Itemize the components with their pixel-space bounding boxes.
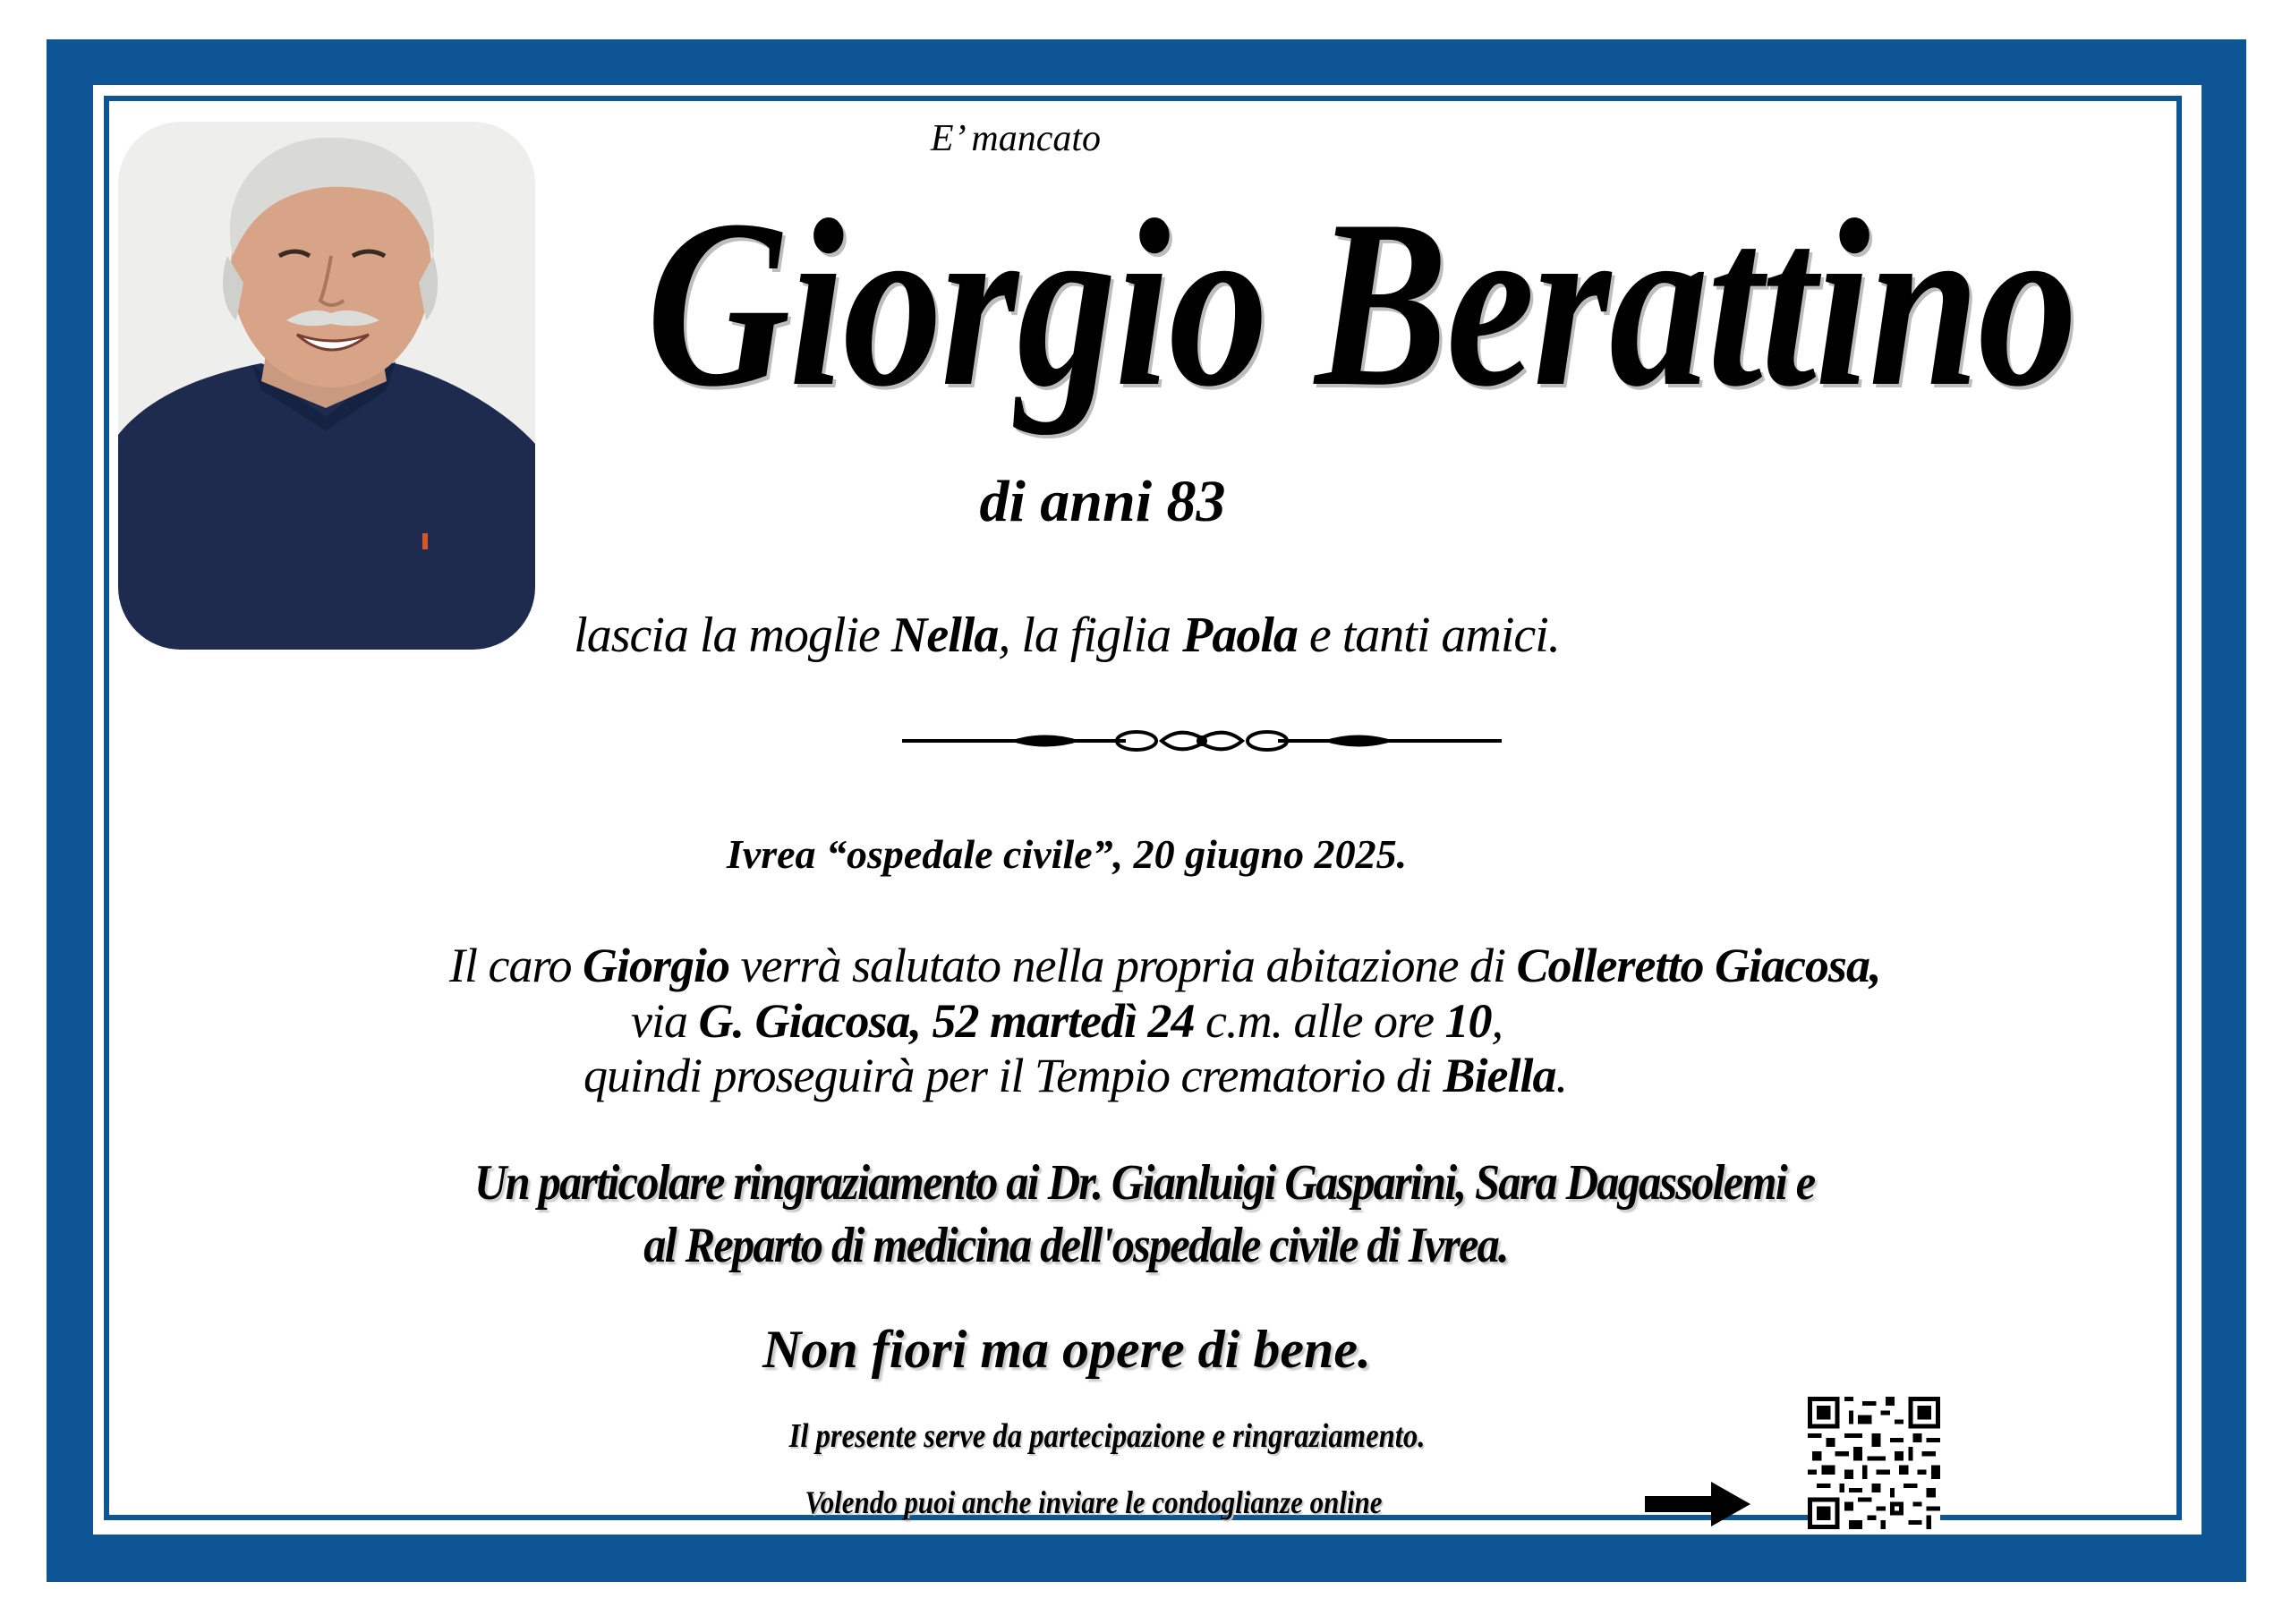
ceremony-l2-text-3: , — [1491, 994, 1503, 1048]
ceremony-l1-bold-2: Colleretto Giacosa, — [1516, 939, 1881, 992]
family-text-1: lascia la moglie — [574, 608, 891, 663]
intro-text: E’ mancato — [930, 118, 1102, 159]
ceremony-l3-text-2: . — [1555, 1049, 1568, 1102]
footer-line-2: Volendo puoi anche inviare le condoglianze online — [805, 1484, 1383, 1520]
family-line — [512, 607, 1622, 664]
portrait-photo — [118, 122, 535, 650]
family-text-2: , la figlia — [998, 608, 1183, 663]
ornament-divider — [902, 718, 1502, 763]
obituary-notice — [109, 101, 2176, 1520]
ceremony-l2-bold-2: 10 — [1444, 994, 1492, 1048]
ceremony-l1-text-2: verrà salutato nella propria abitazione di — [729, 939, 1517, 992]
ceremony-line-2 — [610, 993, 1523, 1049]
deceased-name: Giorgio Berattino — [646, 170, 2076, 436]
family-text-3: e tanti amici. — [1297, 608, 1560, 663]
daughter-name: Paola — [1182, 608, 1298, 663]
ceremony-l1-bold-1: Giorgio — [582, 939, 729, 992]
place-and-date: Ivrea “ospedale civile”, 20 giugno 2025. — [726, 831, 1408, 877]
ceremony-l1-text-1: Il caro — [449, 939, 583, 992]
wife-name: Nella — [890, 608, 999, 663]
ceremony-l2-bold-1: G. Giacosa, 52 martedì 24 — [698, 994, 1195, 1048]
footer-line-1: Il presente serve da partecipazione e ringraziamento. — [788, 1417, 1426, 1455]
ceremony-line-3 — [583, 1048, 1568, 1103]
thanks-line-1: Un particolare ringraziamento ai Dr. Gianluigi Gasparini, Sara Dagassolemi e — [474, 1155, 1815, 1211]
ceremony-l2-text-1: via — [631, 994, 699, 1048]
ceremony-l3-text-1: quindi proseguirà per il Tempio crematorio di — [583, 1049, 1444, 1102]
right-arrow-icon — [1645, 1482, 1750, 1526]
thanks-line-2: al Reparto di medicina dell'ospedale civile di Ivrea. — [643, 1218, 1508, 1273]
age-text: di anni 83 — [979, 469, 1226, 534]
qr-code[interactable] — [1808, 1397, 1940, 1529]
ceremony-l2-text-2: c.m. alle ore — [1194, 994, 1445, 1048]
ceremony-line-1 — [449, 938, 1881, 993]
ceremony-l3-bold-1: Biella — [1443, 1049, 1556, 1102]
no-flowers-text: Non fiori ma opere di bene. — [762, 1320, 1371, 1379]
